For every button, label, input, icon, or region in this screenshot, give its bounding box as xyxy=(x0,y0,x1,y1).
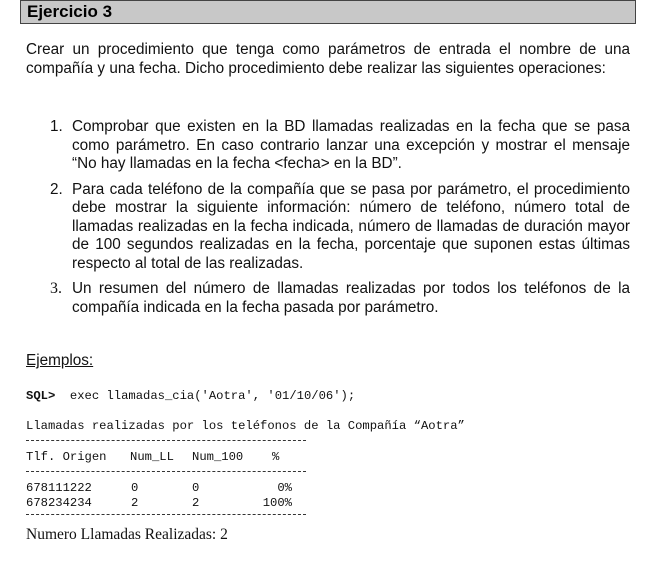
table-cell: 678111222 xyxy=(26,481,92,495)
sql-command: exec llamadas_cia('Aotra', '01/10/06'); xyxy=(69,389,356,403)
summary-footer: Numero Llamadas Realizadas: 2 xyxy=(26,526,228,543)
list-item-text: Comprobar que existen en la BD llamadas realizadas en la fecha que se pasa como parámetro. En caso contrario lanzar una excepción y mostrar el mensaje “No hay llamadas en la fecha <fecha> en la BD”. xyxy=(72,118,630,172)
dashed-separator xyxy=(26,440,306,441)
dashed-separator xyxy=(26,514,306,515)
list-item xyxy=(26,118,630,174)
dashed-separator xyxy=(26,471,306,472)
column-header: Tlf. Origen xyxy=(26,450,107,464)
column-header: % xyxy=(272,450,280,464)
table-cell: 0 xyxy=(131,481,139,495)
table-cell: 2 xyxy=(192,496,200,510)
table-cell: 0 xyxy=(192,481,200,495)
table-cell: 0% xyxy=(277,481,292,495)
section-title: Ejercicio 3 xyxy=(27,2,113,21)
operations-list xyxy=(26,118,630,324)
column-header: Num_LL xyxy=(130,450,174,464)
section-header xyxy=(20,0,636,24)
list-item-text: Para cada teléfono de la compañía que se pasa por parámetro, el procedimiento debe mostrar la siguiente información: número de teléfono, número total de llamadas realizadas en la fecha indicada, número de llamadas de duración mayor de 100 segundos realizadas en la fecha, porcentaje que suponen estas últimas respecto al total de las realizadas. xyxy=(72,180,630,272)
sql-command-line xyxy=(26,389,355,404)
table-cell: 2 xyxy=(131,496,139,510)
result-title: Llamadas realizadas por los teléfonos de la Compañía “Aotra” xyxy=(26,419,465,433)
list-item xyxy=(26,181,630,274)
list-number: 3. xyxy=(50,280,62,297)
column-header: Num_100 xyxy=(192,450,244,464)
list-number: 1. xyxy=(50,118,63,135)
table-cell: 100% xyxy=(262,496,292,510)
sql-prompt: SQL> xyxy=(26,389,56,403)
list-item-text: Un resumen del número de llamadas realizadas por todos los teléfonos de la compañía indicada en la fecha pasada por parámetro. xyxy=(72,280,630,316)
list-number: 2. xyxy=(50,180,63,198)
intro-paragraph: Crear un procedimiento que tenga como parámetros de entrada el nombre de una compañía y una fecha. Dicho procedimiento debe realizar las siguientes operaciones: xyxy=(26,41,630,77)
table-cell: 678234234 xyxy=(26,496,92,510)
examples-heading: Ejemplos: xyxy=(26,352,94,369)
list-item xyxy=(26,280,630,317)
